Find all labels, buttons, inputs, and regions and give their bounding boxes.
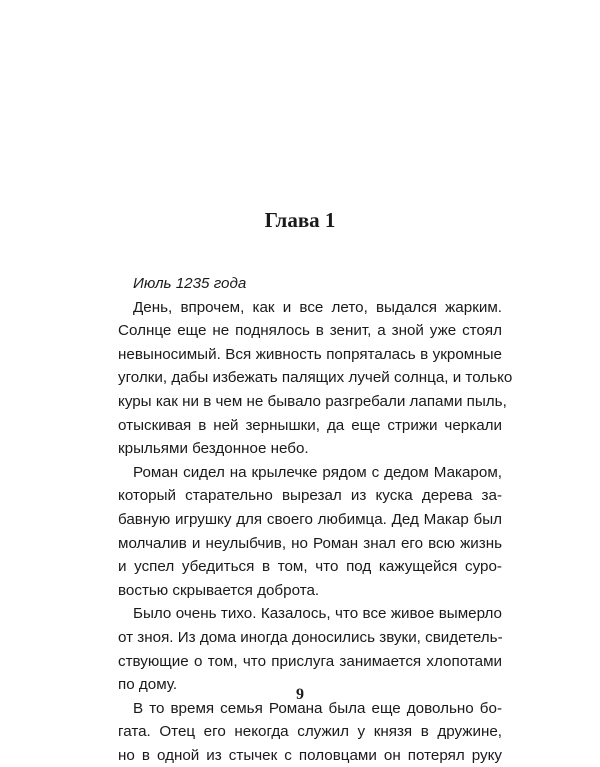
text-line: по дому. [118,676,178,694]
text-line: от зноя. Из дома иногда доносились звуки, свидетель- [118,628,503,646]
text-line: но в одной из стычек с половцами он потерял руку [118,746,502,764]
text-line: и успел убедиться в том, что под кажущейся суро- [118,558,502,576]
text-line: ствующие о том, что прислуга занимается хлопотами [118,652,502,670]
text-line: крыльями бездонное небо. [118,440,309,458]
text-line: В то время семья Романа была еще довольно бо- [133,699,502,717]
text-line: Роман сидел на крылечке рядом с дедом Макаром, [133,463,502,481]
text-line: Было очень тихо. Казалось, что все живое вымерло [133,605,502,623]
text-line: который старательно вырезал из куска дерева за- [118,487,502,505]
text-line: отыскивая в ней зернышки, да еще стрижи черкали [118,416,502,434]
text-line: День, впрочем, как и все лето, выдался жарким. [133,298,502,316]
text-line: гата. Отец его некогда служил у князя в дружине, [118,723,502,741]
text-line: невыносимый. Вся живность попряталась в укромные [118,345,502,363]
chapter-title: Глава 1 [264,208,336,232]
page-number: 9 [296,686,304,703]
text-line: бавную игрушку для своего любимца. Дед Макар был [118,510,502,528]
text-line: куры как ни в чем не бывало разгребали лапами пыль, [118,392,507,410]
epigraph: Июль 1235 года [133,275,247,292]
text-line: востью скрывается доброта. [118,581,320,599]
text-line: Солнце еще не поднялось в зенит, а зной уже стоял [118,322,502,340]
text-line: уголки, дабы избежать палящих лучей солнца, и только [118,369,513,387]
text-line: молчалив и неулыбчив, но Роман знал его всю жизнь [118,534,502,552]
